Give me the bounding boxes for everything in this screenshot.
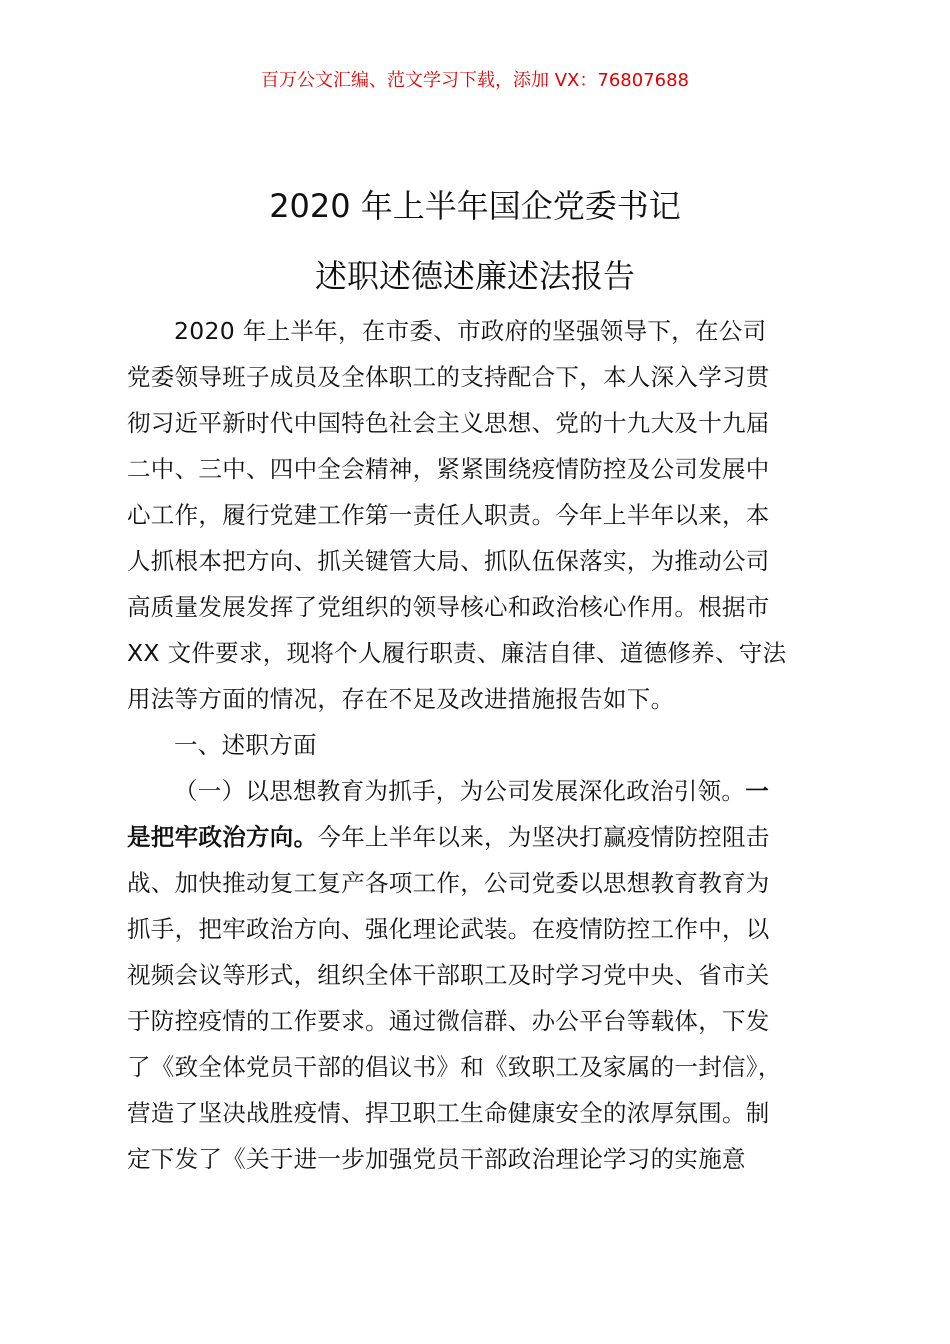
paragraph-line: 心工作，履行党建工作第一责任人职责。今年上半年以来，本 xyxy=(127,501,770,529)
bold-lead: 是把牢政治方向。 xyxy=(127,823,318,851)
paragraph-line: XX 文件要求，现将个人履行职责、廉洁自律、道德修养、守法 xyxy=(127,639,787,667)
document-title-line-1: 2020 年上半年国企党委书记 xyxy=(269,187,681,225)
paragraph-line: 用法等方面的情况，存在不足及改进措施报告如下。 xyxy=(127,685,675,713)
header-watermark: 百万公文汇编、范文学习下载，添加 VX：76807688 xyxy=(261,70,689,91)
bold-lead-start: 一 xyxy=(745,777,770,805)
paragraph-line: 党委领导班子成员及全体职工的支持配合下，本人深入学习贯 xyxy=(127,363,770,391)
paragraph-text: 今年上半年以来，为坚决打赢疫情防控阻击 xyxy=(317,823,770,851)
paragraph-line: 人抓根本把方向、抓关键管大局、抓队伍保落实，为推动公司 xyxy=(127,547,770,575)
section-heading: 一、述职方面 xyxy=(174,731,317,759)
paragraph-line: 了《致全体党员干部的倡议书》和《致职工及家属的一封信》， xyxy=(127,1053,782,1081)
document-body xyxy=(127,308,837,1182)
paragraph-line: 高质量发展发挥了党组织的领导核心和政治核心作用。根据市 xyxy=(127,593,770,621)
paragraph-line: 定下发了《关于进一步加强党员干部政治理论学习的实施意 xyxy=(127,1145,746,1173)
paragraph-line: 2020 年上半年，在市委、市政府的坚强领导下，在公司 xyxy=(174,317,767,345)
paragraph-line: 营造了坚决战胜疫情、捍卫职工生命健康安全的浓厚氛围。制 xyxy=(127,1099,770,1127)
paragraph-line: 于防控疫情的工作要求。通过微信群、办公平台等载体，下发 xyxy=(127,1007,770,1035)
paragraph-line: 彻习近平新时代中国特色社会主义思想、党的十九大及十九届 xyxy=(127,409,770,437)
paragraph-line xyxy=(127,814,837,860)
paragraph-line: 视频会议等形式，组织全体干部职工及时学习党中央、省市关 xyxy=(127,961,770,989)
subsection-heading-line xyxy=(127,768,837,814)
paragraph-line: 二中、三中、四中全会精神，紧紧围绕疫情防控及公司发展中 xyxy=(127,455,770,483)
paragraph-line: 战、加快推动复工复产各项工作，公司党委以思想教育教育为 xyxy=(127,869,770,897)
paragraph-line: 抓手，把牢政治方向、强化理论武装。在疫情防控工作中，以 xyxy=(127,915,770,943)
subsection-heading: （一）以思想教育为抓手，为公司发展深化政治引领。 xyxy=(174,777,746,805)
document-title-line-2: 述职述德述廉述法报告 xyxy=(314,257,635,295)
